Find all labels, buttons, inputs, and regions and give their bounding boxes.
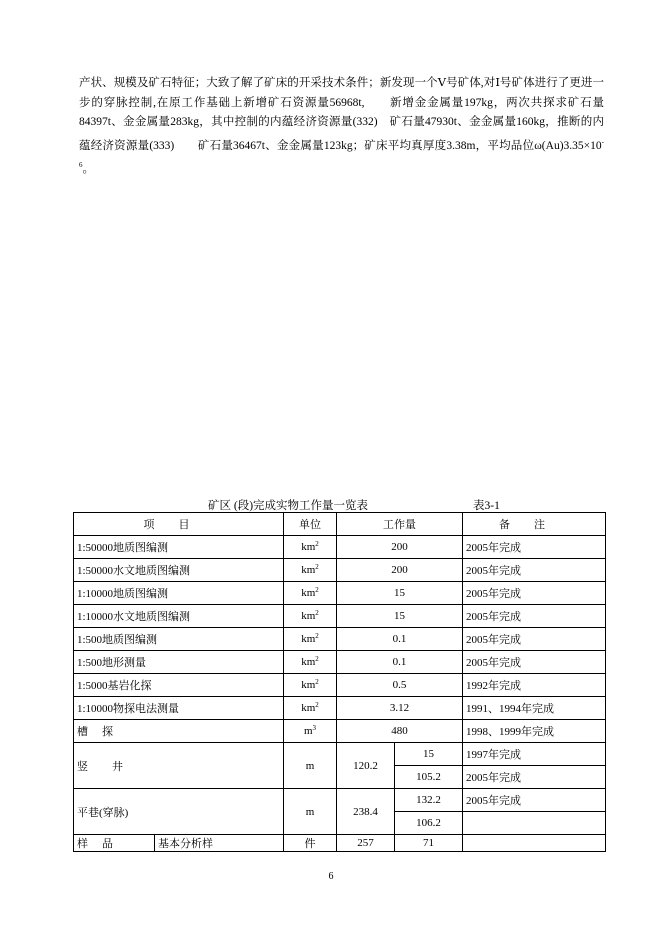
row-unit: 件 [284,835,337,852]
table-row [74,651,606,674]
row-remark [463,835,606,852]
header-unit: 单位 [284,513,337,536]
row-remark: 2005年完成 [463,789,606,812]
paragraph-text-end: 。 [82,162,94,175]
row-subitem: 基本分析样 [155,835,284,852]
row-remark: 1992年完成 [463,674,606,697]
row-item: 1:500地形测量 [74,651,284,674]
row-remark: 1997年完成 [463,743,606,766]
row-unit: $km^2$ [284,697,337,720]
row-part-value: 106.2 [395,812,463,835]
row-total: 120.2 [337,743,395,789]
row-value: 15 [337,582,463,605]
table-row-sample [74,835,606,852]
row-remark: 2005年完成 [463,628,606,651]
row-item: 竖井 [74,743,284,789]
paragraph-text-4: 矿石量36467t、金金属量123kg；矿床平均真厚度3.38m，平均品位ω(Au)3.35×10 [174,139,602,152]
header-item: 项目 [74,513,284,536]
body-paragraph [79,74,604,179]
row-value: 3.12 [337,697,463,720]
row-value: 15 [337,605,463,628]
row-total: 257 [337,835,395,852]
row-item: 1:10000水文地质图编测 [74,605,284,628]
table-row [74,582,606,605]
row-remark: 1991、1994年完成 [463,697,606,720]
paragraph-text-1: 产状、规模及矿石特征；大致了解了矿床的开采技术条件；新发现一个Ⅴ号矿体,对Ⅰ号矿体进行了更进一步的穿脉控制,在原工作基础上新增矿石资源量56968t, [79,77,604,109]
row-item: 1:5000基岩化探 [74,674,284,697]
row-remark: 2005年完成 [463,605,606,628]
page-number: 6 [328,871,334,882]
paragraph-text-2: 新增金金属量197kg，两次共探求矿石量84397t、金金属量283kg，其中控制的内蕴经济资源量(332) [79,96,605,128]
row-item: 样品 [74,835,155,852]
row-unit: $km^2$ [284,674,337,697]
row-unit: $km^2$ [284,605,337,628]
table-row [74,605,606,628]
row-item: 1:10000地质图编测 [74,582,284,605]
row-unit: $km^2$ [284,536,337,559]
workload-table [73,512,606,852]
row-part-value: 132.2 [395,789,463,812]
row-unit: $km^2$ [284,651,337,674]
row-value: 0.5 [337,674,463,697]
table-row [74,559,606,582]
row-item: 1:500地质图编测 [74,628,284,651]
header-remark: 备注 [463,513,606,536]
row-item: 1:50000地质图编测 [74,536,284,559]
row-remark: 2005年完成 [463,651,606,674]
header-workload: 工作量 [337,513,463,536]
table-caption: 矿区 (段)完成实物工作量一览表 [208,500,369,512]
paragraph-text-3: 矿石量47930t、金金属量160kg，推断的内蕴经济资源量(333) [79,116,604,152]
table-row [74,536,606,559]
row-item: 1:10000物探电法测量 [74,697,284,720]
table-row [74,674,606,697]
row-remark [463,812,606,835]
table-header-row [74,513,606,536]
table-row-adit [74,789,606,812]
row-value: 0.1 [337,628,463,651]
row-item: 1:50000水文地质图编测 [74,559,284,582]
row-part-value: 15 [395,743,463,766]
row-remark: 2005年完成 [463,766,606,789]
row-remark: 2005年完成 [463,536,606,559]
row-item: 平巷(穿脉) [74,789,284,835]
table-row-shaft [74,743,606,766]
row-value: 200 [337,536,463,559]
row-item: 槽探 [74,720,284,743]
table-number: 表3-1 [473,500,500,512]
row-unit: $m^3$ [284,720,337,743]
row-unit: $km^2$ [284,559,337,582]
row-part-value: 105.2 [395,766,463,789]
table-row [74,628,606,651]
row-value: 0.1 [337,651,463,674]
row-total: 238.4 [337,789,395,835]
row-value: 200 [337,559,463,582]
row-unit: m [284,743,337,789]
row-value: 480 [337,720,463,743]
row-remark: 2005年完成 [463,559,606,582]
row-remark: 2005年完成 [463,582,606,605]
row-unit: $km^2$ [284,582,337,605]
table-row [74,697,606,720]
row-remark: 1998、1999年完成 [463,720,606,743]
exponent: -6 [79,137,604,169]
row-part-value: 71 [395,835,463,852]
table-row-trench [74,720,606,743]
row-unit: m [284,789,337,835]
row-unit: $km^2$ [284,628,337,651]
